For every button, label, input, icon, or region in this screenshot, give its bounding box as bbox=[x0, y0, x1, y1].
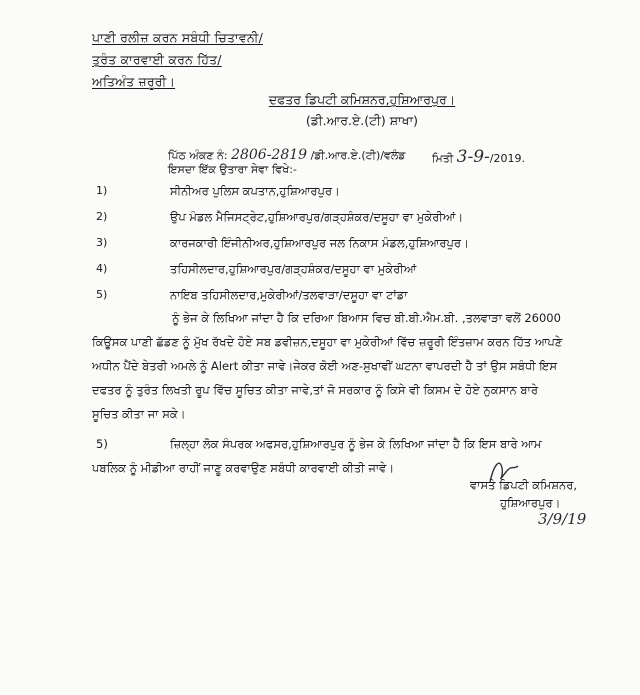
paragraph2-line1: ਜ਼ਿਲ੍ਹਾ ਲੋਕ ਸੰਪਰਕ ਅਫਸਰ,ਹੁਸ਼ਿਆਰਪੁਰ ਨੂੰ ਭੇਜ ਕੇ ਲਿਖਿਆ ਜਾਂਦਾ ਹੈ ਕਿ ਇਸ ਬਾਰੇ ਆਮ bbox=[170, 437, 542, 451]
paragraph2-num: 5) bbox=[96, 437, 108, 451]
subject-line-3: ਅਤਿਅੰਤ ਜ਼ਰੂਰੀ। bbox=[92, 74, 176, 89]
paragraph1-line4: ਦਫਤਰ ਨੂੰ ਤੁਰੰਤ ਲਿਖਤੀ ਰੂਪ ਵਿੱਚ ਸੂਚਿਤ ਕੀਤਾ ਜਾਵੇ,ਤਾਂ ਜੋ ਸਰਕਾਰ ਨੂੰ ਕਿਸੇ ਵੀ ਕਿਸਮ ਦੇ ਹੋਏ ਨੁਕਸਾਨ ਬਾਰੇ bbox=[92, 383, 538, 397]
recipient-num: 1) bbox=[96, 184, 108, 197]
paragraph1-line2: ਕਿਊਸਕ ਪਾਣੀ ਛੱਡਣ ਨੂੰ ਮੁੱਖ ਰੱਖਦੇ ਹੋਏ ਸਬ ਡਵੀਜ਼ਨ,ਦਸੂਹਾ ਵਾ ਮੁਕੇਰੀਆਂ ਵਿੱਚ ਜ਼ਰੂਰੀ ਇੰਤਜ਼ਾਮ ਕਰਨ ਹਿੱਤ ਆਪਣੇ bbox=[92, 335, 563, 349]
paragraph1-line5: ਸੂਚਿਤ ਕੀਤਾ ਜਾ ਸਕੇ। bbox=[92, 407, 186, 421]
endorsement-prefix: ਪਿੱਠ ਅੰਕਣ ਨੰ: bbox=[168, 149, 228, 162]
recipient-text: ਸੀਨੀਅਰ ਪੁਲਿਸ ਕਪਤਾਨ,ਹੁਸ਼ਿਆਰਪੁਰ। bbox=[170, 184, 340, 198]
signature-line2: ਹੁਸ਼ਿਆਰਪੁਰ। bbox=[500, 496, 561, 510]
date-label: ਮਿਤੀ bbox=[432, 152, 454, 165]
recipient-num: 5) bbox=[96, 288, 108, 301]
recipient-num: 4) bbox=[96, 262, 108, 275]
office-branch: (ਡੀ.ਆਰ.ਏ.(ਟੀ) ਸ਼ਾਖਾ) bbox=[305, 113, 419, 128]
signature-line1: ਵਾਸਤੇ ਡਿਪਟੀ ਕਮਿਸ਼ਨਰ, bbox=[470, 478, 577, 492]
recipient-num: 3) bbox=[96, 236, 108, 249]
paragraph1-line3: ਅਧੀਨ ਪੈਂਦੇ ਬੇਤਰੀ ਅਮਲੇ ਨੂੰ Alert ਕੀਤਾ ਜਾਵੇ।ਜੇਕਰ ਕੋਈ ਅਣ-ਸੁਖਾਵੀਂ ਘਟਨਾ ਵਾਪਰਦੀ ਹੈ ਤਾਂ ਉਸ ਸਬੰਧੀ ਇਸ bbox=[92, 359, 557, 373]
recipient-text: ਕਾਰਜਕਾਰੀ ਇੰਜੀਨੀਅਰ,ਹੁਸ਼ਿਆਰਪੁਰ ਜਲ ਨਿਕਾਸ ਮੰਡਲ,ਹੁਸ਼ਿਆਰਪੁਰ। bbox=[170, 236, 469, 250]
endorsement-date bbox=[432, 147, 525, 167]
forwarded-line: ਇਸਦਾ ਇੱਕ ਉਤਾਰਾ ਸੇਵਾ ਵਿਖੇ:- bbox=[168, 163, 297, 176]
subject-line-2: ਤੁਰੰਤ ਕਾਰਵਾਈ ਕਰਨ ਹਿੱਤ/ bbox=[92, 52, 222, 67]
office-title: ਦਫਤਰ ਡਿਪਟੀ ਕਮਿਸ਼ਨਰ,ਹੁਸ਼ਿਆਰਪੁਰ। bbox=[268, 92, 456, 107]
date-handwritten: 3-9- bbox=[456, 147, 490, 167]
endorsement-number: 2806-2819 bbox=[231, 147, 308, 163]
endorsement-line bbox=[168, 147, 405, 163]
endorsement-suffix: /ਡੀ.ਆਰ.ਏ.(ਟੀ)/ਵਲੰਡ bbox=[310, 149, 406, 162]
signature-initials-date: 3/9/19 bbox=[538, 510, 587, 528]
paragraph2-line2: ਪਬਲਿਕ ਨੂੰ ਮੀਡੀਆ ਰਾਹੀਂ ਜਾਣੂ ਕਰਵਾਉਣ ਸਬੰਧੀ ਕਾਰਵਾਈ ਕੀਤੀ ਜਾਵੇ। bbox=[92, 461, 395, 475]
recipient-text: ਉਪ ਮੰਡਲ ਮੈਜਿਸਟ੍ਰੇਟ,ਹੁਸ਼ਿਆਰਪੁਰ/ਗੜ੍ਹਸ਼ੰਕਰ/ਦਸੂਹਾ ਵਾ ਮੁਕੇਰੀਆਂ। bbox=[170, 210, 464, 224]
recipient-text: ਨਾਇਬ ਤਹਿਸੀਲਦਾਰ,ਮੁਕੇਰੀਆਂ/ਤਲਵਾੜਾ/ਦਸੂਹਾ ਵਾ ਟਾਂਡਾ bbox=[170, 288, 408, 302]
paragraph1-line1: ਨੂੰ ਭੇਜ ਕੇ ਲਿਖਿਆ ਜਾਂਦਾ ਹੈ ਕਿ ਦਰਿਆ ਬਿਆਸ ਵਿਚ ਬੀ.ਬੀ.ਐਮ.ਬੀ. ,ਤਲਵਾੜਾ ਵਲੋਂ 26000 bbox=[172, 311, 561, 325]
recipient-text: ਤਹਿਸੀਲਦਾਰ,ਹੁਸ਼ਿਆਰਪੁਰ/ਗੜ੍ਹਸ਼ੰਕਰ/ਦਸੂਹਾ ਵਾ ਮੁਕੇਰੀਆਂ bbox=[170, 262, 417, 276]
subject-line-1: ਪਾਣੀ ਰਲੀਜ਼ ਕਰਨ ਸਬੰਧੀ ਚਿਤਾਵਨੀ/ bbox=[92, 30, 264, 45]
recipient-num: 2) bbox=[96, 210, 108, 223]
date-year: /2019. bbox=[489, 152, 525, 165]
